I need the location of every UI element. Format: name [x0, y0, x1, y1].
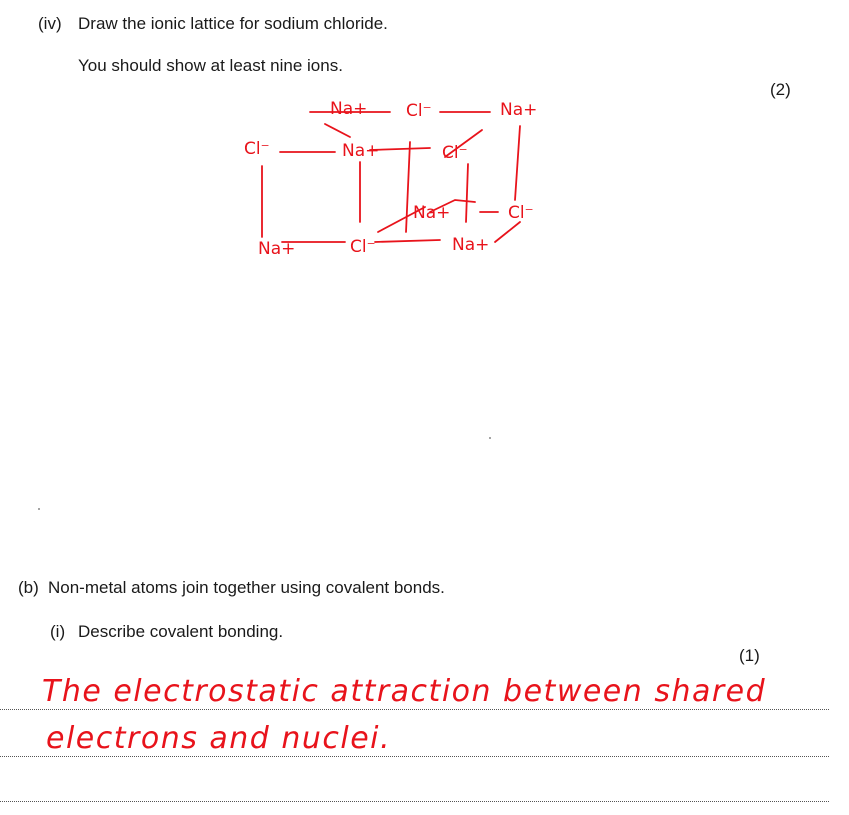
ion-na-top-right: Na+: [500, 100, 538, 120]
ion-cl-middle-right: Cl⁻: [508, 203, 534, 223]
answer-line-2: electrons and nuclei.: [46, 721, 392, 756]
ion-cl-top-back: Cl⁻: [406, 101, 432, 121]
ion-na-front-mid: Na+: [342, 141, 380, 161]
question-iv-instruction: You should show at least nine ions.: [78, 56, 343, 75]
question-i-marks: (1): [739, 646, 760, 665]
answer-ruled-line-1: [0, 709, 829, 710]
ion-na-bottom-left: Na+: [258, 239, 296, 259]
part-b-text: Non-metal atoms join together using covalent bonds.: [48, 578, 445, 597]
ion-na-bottom-right: Na+: [452, 235, 490, 255]
answer-ruled-line-3: [0, 801, 829, 802]
answer-ruled-line-2: [0, 756, 829, 757]
question-i-number: (i): [50, 622, 66, 641]
ion-cl-front-right: Cl⁻: [442, 143, 468, 163]
stray-mark: [489, 437, 491, 439]
part-b-label: (b): [18, 578, 39, 597]
question-i-prompt: Describe covalent bonding.: [78, 622, 284, 641]
ion-na-middle: Na+: [413, 203, 451, 223]
stray-mark: [38, 508, 40, 510]
ion-na-top-back: Na+: [330, 99, 368, 119]
question-iv-number: (iv): [38, 14, 62, 33]
answer-line-1: The electrostatic attraction between shared: [42, 674, 767, 709]
ionic-lattice-drawing: [230, 82, 560, 272]
question-iv-marks: (2): [770, 80, 791, 99]
question-iv-prompt: Draw the ionic lattice for sodium chloride.: [78, 14, 388, 33]
ion-cl-bottom-mid: Cl⁻: [350, 237, 376, 257]
ion-cl-front-left: Cl⁻: [244, 139, 270, 159]
